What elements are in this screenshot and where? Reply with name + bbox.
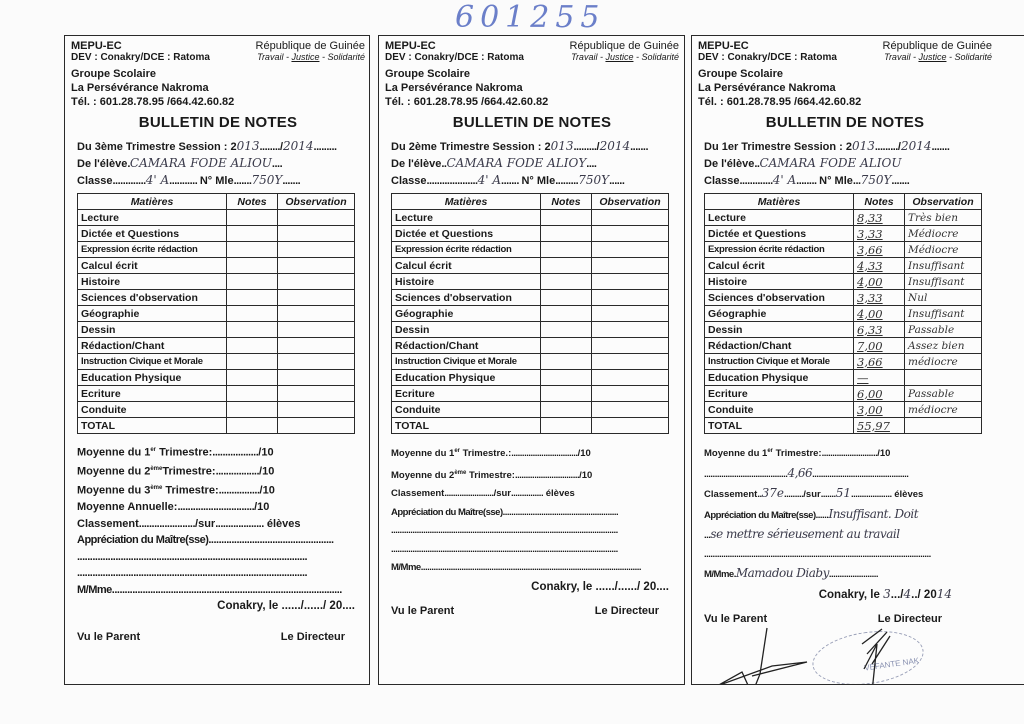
classe-line: Classe....................4' A....... N° Mle.........750Y...... xyxy=(391,173,625,187)
averages-section: Moyenne du 1er Trimestre:................../10 Moyenne du 2èmeTrimestre:................./10 Moyenne du 3ème Trimestre:................/10 Moyenne Annuelle:............................../10 Classement....................../sur................... élèves Appréciation du Maître(sse)................................................. .......................................................................................... .......................................................................................... M/Mme.......................................................................................... Conakry, le ....../....../ 20.... Vu le Parent Le Directeur xyxy=(71,442,365,645)
table-row xyxy=(392,402,669,418)
table-row xyxy=(705,386,982,402)
table-row xyxy=(78,306,355,322)
averages-section: Moyenne du 1er Trimestre:........................../10 .......................................4,66............................................. Classement..37e........./sur.......51................... élèves Appréciation du Maître(sse)......Insuffisant. Doit ...se mettre sérieusement au travail .......................................................................................................... M/Mme.Mamadou Diaby....................... Conakry, le 3.../4../ 2014 Vu le Parent Le Directeur xyxy=(698,442,992,629)
subject-note xyxy=(227,370,278,386)
subject-observation: Nul xyxy=(905,290,982,306)
subject-name: Lecture xyxy=(392,210,541,226)
subject-note xyxy=(541,386,592,402)
table-row xyxy=(78,226,355,242)
table-row xyxy=(705,226,982,242)
republic: République de Guinée xyxy=(255,40,365,52)
subject-observation: Passable xyxy=(905,386,982,402)
subject-observation xyxy=(592,242,669,258)
subject-note xyxy=(227,386,278,402)
subject-note xyxy=(227,210,278,226)
bulletin-title: BULLETIN DE NOTES xyxy=(765,114,925,131)
table-row xyxy=(705,338,982,354)
table-row xyxy=(392,338,669,354)
table-row xyxy=(392,274,669,290)
subject-observation xyxy=(592,258,669,274)
table-row xyxy=(78,338,355,354)
table-row xyxy=(392,306,669,322)
moyenne-value: 4,66 xyxy=(787,465,813,480)
ministry: MEPU-EC xyxy=(71,40,122,52)
table-row xyxy=(392,322,669,338)
subject-name: Education Physique xyxy=(392,370,541,386)
subject-observation: Passable xyxy=(905,322,982,338)
ministry: MEPU-EC xyxy=(698,40,749,52)
subject-note xyxy=(227,402,278,418)
subject-note xyxy=(541,210,592,226)
school-info: Groupe Scolaire La Persévérance Nakroma Tél. : 601.28.78.95 /664.42.60.82 xyxy=(698,68,862,108)
subject-note: 3,33 xyxy=(854,226,905,242)
subject-note xyxy=(541,418,592,434)
teacher-name: Mamadou Diaby xyxy=(735,566,829,581)
subject-note: 4,00 xyxy=(854,306,905,322)
subject-observation xyxy=(592,338,669,354)
subject-name: Expression écrite rédaction xyxy=(705,242,854,258)
subject-observation xyxy=(278,338,355,354)
student-info xyxy=(698,138,992,189)
subject-note xyxy=(541,354,592,370)
subject-observation: Insuffisant xyxy=(905,306,982,322)
notes-table: Matières Notes Observation Lecture Dictée et Questions Expression écrite rédaction Calcul écrit Histoire Sciences d'observation Géographie Dessin Rédaction/Chant Instruction Civique et Morale Education Physique Ecriture Conduite TOTAL xyxy=(391,193,669,434)
table-row xyxy=(705,290,982,306)
ministry: MEPU-EC xyxy=(385,40,436,52)
school-stamp: VEFANTE NAK xyxy=(809,624,927,685)
document-number: 601255 xyxy=(455,0,606,35)
subject-note xyxy=(227,418,278,434)
session-line: Du 1er Trimestre Session : 2013........./2014....... xyxy=(704,139,950,153)
subject-observation xyxy=(278,210,355,226)
subject-name: Dictée et Questions xyxy=(705,226,854,242)
subject-observation xyxy=(592,418,669,434)
table-row xyxy=(705,418,982,434)
subject-observation xyxy=(592,306,669,322)
table-row xyxy=(78,322,355,338)
subject-note xyxy=(227,226,278,242)
table-row xyxy=(78,274,355,290)
subject-name: Instruction Civique et Morale xyxy=(78,354,227,370)
subject-name: Education Physique xyxy=(78,370,227,386)
parent-signature xyxy=(712,626,812,685)
table-row xyxy=(705,402,982,418)
vu-le-parent: Vu le Parent xyxy=(77,630,141,643)
subject-note: — xyxy=(854,370,905,386)
subject-observation xyxy=(278,290,355,306)
subject-name: Ecriture xyxy=(78,386,227,402)
subject-observation xyxy=(592,370,669,386)
rang-value: 37e xyxy=(761,486,784,501)
subject-observation xyxy=(278,322,355,338)
table-row xyxy=(705,322,982,338)
subject-note: 4,00 xyxy=(854,274,905,290)
subject-name: Géographie xyxy=(705,306,854,322)
subject-note: 4,33 xyxy=(854,258,905,274)
eleve-line: De l'élève..CAMARA FODE ALIOY.... xyxy=(391,156,597,170)
table-row xyxy=(78,354,355,370)
subject-observation xyxy=(278,354,355,370)
table-row xyxy=(392,290,669,306)
subject-observation: médiocre xyxy=(905,402,982,418)
table-row xyxy=(78,242,355,258)
subject-note: 7,00 xyxy=(854,338,905,354)
subject-note xyxy=(541,242,592,258)
subject-observation xyxy=(592,402,669,418)
subject-name: Conduite xyxy=(705,402,854,418)
subject-name: Dessin xyxy=(78,322,227,338)
dev-line: DEV : Conakry/DCE : Ratoma xyxy=(385,52,524,63)
table-row xyxy=(705,274,982,290)
table-row xyxy=(78,210,355,226)
subject-observation xyxy=(278,258,355,274)
table-row xyxy=(392,354,669,370)
subject-observation xyxy=(592,226,669,242)
subject-observation xyxy=(278,306,355,322)
table-row xyxy=(705,242,982,258)
table-row xyxy=(78,402,355,418)
subject-name: Rédaction/Chant xyxy=(392,338,541,354)
subject-note xyxy=(227,354,278,370)
appreciation-value-1: Insuffisant. Doit xyxy=(828,506,919,521)
le-directeur: Le Directeur xyxy=(280,630,345,643)
table-row xyxy=(392,210,669,226)
table-row xyxy=(392,258,669,274)
subject-observation xyxy=(592,354,669,370)
subject-observation: médiocre xyxy=(905,354,982,370)
subject-name: Education Physique xyxy=(705,370,854,386)
subject-observation xyxy=(905,418,982,434)
subject-name: Ecriture xyxy=(705,386,854,402)
subject-observation: Assez bien xyxy=(905,338,982,354)
eleve-line: De l'élève..CAMARA FODE ALIOU xyxy=(704,156,902,170)
subject-note xyxy=(227,258,278,274)
notes-table: Matières Notes Observation Lecture 8,33 Très bien Dictée et Questions 3,33 Médiocre Expression écrite rédaction 3,66 Médiocre Calcul écrit 4,33 Insuffisant Histoire 4,00 Insuffisant Sciences d'observation 3,33 Nul Géographie 4,00 Insuffisant Dessin 6,33 Passable Rédaction/Chant 7,00 Assez bien Instruction Civique et Morale 3,66 médiocre Education Physique — Ecriture 6,00 Passable Conduite 3,00 médiocre TOTAL 55,97 xyxy=(704,193,982,434)
subject-note xyxy=(227,338,278,354)
subject-observation xyxy=(905,370,982,386)
table-row xyxy=(705,258,982,274)
subject-observation xyxy=(592,322,669,338)
subject-name: Sciences d'observation xyxy=(78,290,227,306)
subject-name: Calcul écrit xyxy=(392,258,541,274)
subject-observation xyxy=(592,274,669,290)
bulletin-3eme-trimestre xyxy=(64,35,370,685)
subject-observation xyxy=(592,386,669,402)
table-row xyxy=(705,370,982,386)
subject-name: Lecture xyxy=(78,210,227,226)
motto: Travail - Justice - Solidarité xyxy=(884,52,992,62)
effectif-value: 51 xyxy=(835,486,851,501)
table-row xyxy=(78,386,355,402)
subject-note: 6,00 xyxy=(854,386,905,402)
subject-observation: Médiocre xyxy=(905,242,982,258)
subject-note xyxy=(541,274,592,290)
subject-note xyxy=(541,306,592,322)
subject-observation xyxy=(592,210,669,226)
subject-name: Lecture xyxy=(705,210,854,226)
session-line: Du 2ème Trimestre Session : 2013........./2014....... xyxy=(391,139,649,153)
classe-line: Classe.............4' A........... N° Mle.......750Y....... xyxy=(77,173,301,187)
table-row xyxy=(78,258,355,274)
table-row xyxy=(78,418,355,434)
subject-name: Dictée et Questions xyxy=(78,226,227,242)
subject-observation xyxy=(278,402,355,418)
subject-observation: Très bien xyxy=(905,210,982,226)
subject-note xyxy=(541,402,592,418)
table-row xyxy=(392,418,669,434)
classe-line: Classe.............4' A........ N° Mle...750Y....... xyxy=(704,173,910,187)
subject-note xyxy=(541,226,592,242)
subject-name: Histoire xyxy=(392,274,541,290)
student-info xyxy=(71,138,365,189)
subject-note: 3,66 xyxy=(854,242,905,258)
table-row xyxy=(705,306,982,322)
table-row xyxy=(392,370,669,386)
subject-note xyxy=(541,258,592,274)
averages-section: Moyenne du 1er Trimestre.:.............................../10 Moyenne du 2ème Trimestre:............................../10 Classement......................./sur............... élèves Appréciation du Maître(sse)...................................................... .......................................................................................................... .......................................................................................................... M/Mme....................................................................................................... Conakry, le ....../....../ 20.... Vu le Parent Le Directeur xyxy=(385,442,679,621)
subject-note xyxy=(541,370,592,386)
eleve-line: De l'élève.CAMARA FODE ALIOU.... xyxy=(77,156,283,170)
subject-name: Ecriture xyxy=(392,386,541,402)
subject-note xyxy=(227,242,278,258)
subject-name: TOTAL xyxy=(78,418,227,434)
subject-name: Expression écrite rédaction xyxy=(78,242,227,258)
table-row xyxy=(392,226,669,242)
notes-table: Matières Notes Observation Lecture Dictée et Questions Expression écrite rédaction Calcul écrit Histoire Sciences d'observation Géographie Dessin Rédaction/Chant Instruction Civique et Morale Education Physique Ecriture Conduite TOTAL xyxy=(77,193,355,434)
table-row xyxy=(392,242,669,258)
republic: République de Guinée xyxy=(882,40,992,52)
subject-note: 3,33 xyxy=(854,290,905,306)
school-info: Groupe Scolaire La Persévérance Nakroma Tél. : 601.28.78.95 /664.42.60.82 xyxy=(385,68,549,108)
subject-observation: Médiocre xyxy=(905,226,982,242)
subject-observation xyxy=(278,418,355,434)
subject-note xyxy=(541,338,592,354)
subject-name: TOTAL xyxy=(705,418,854,434)
bulletin-title: BULLETIN DE NOTES xyxy=(138,114,298,131)
student-info xyxy=(385,138,679,189)
subject-observation xyxy=(278,386,355,402)
subject-observation xyxy=(278,370,355,386)
school-info: Groupe Scolaire La Persévérance Nakroma Tél. : 601.28.78.95 /664.42.60.82 xyxy=(71,68,235,108)
vu-le-parent: Vu le Parent xyxy=(391,605,455,618)
subject-note: 3,00 xyxy=(854,402,905,418)
subject-name: Dessin xyxy=(392,322,541,338)
le-directeur: Le Directeur xyxy=(594,605,659,618)
subject-note: 8,33 xyxy=(854,210,905,226)
subject-observation xyxy=(278,226,355,242)
subject-name: Instruction Civique et Morale xyxy=(705,354,854,370)
table-row xyxy=(392,386,669,402)
subject-observation: Insuffisant xyxy=(905,274,982,290)
subject-name: Rédaction/Chant xyxy=(705,338,854,354)
subject-note: 3,66 xyxy=(854,354,905,370)
subject-name: Calcul écrit xyxy=(705,258,854,274)
subject-name: Conduite xyxy=(78,402,227,418)
subject-name: Sciences d'observation xyxy=(392,290,541,306)
subject-note: 55,97 xyxy=(854,418,905,434)
subject-observation xyxy=(278,242,355,258)
subject-note xyxy=(227,290,278,306)
subject-name: Histoire xyxy=(78,274,227,290)
subject-name: Instruction Civique et Morale xyxy=(392,354,541,370)
subject-observation: Insuffisant xyxy=(905,258,982,274)
table-row xyxy=(705,354,982,370)
subject-note xyxy=(227,322,278,338)
bulletin-title: BULLETIN DE NOTES xyxy=(452,114,612,131)
subject-name: Géographie xyxy=(78,306,227,322)
subject-note: 6,33 xyxy=(854,322,905,338)
subject-name: Géographie xyxy=(392,306,541,322)
table-row xyxy=(78,370,355,386)
subject-note xyxy=(227,306,278,322)
subject-observation xyxy=(278,274,355,290)
subject-note xyxy=(227,274,278,290)
subject-name: Sciences d'observation xyxy=(705,290,854,306)
session-line: Du 3ème Trimestre Session : 2013......../2014......... xyxy=(77,139,337,153)
appreciation-value-2: se mettre sérieusement au travail xyxy=(710,527,900,542)
subject-name: TOTAL xyxy=(392,418,541,434)
subject-name: Conduite xyxy=(392,402,541,418)
vu-le-parent: Vu le Parent xyxy=(704,613,768,626)
bulletin-2eme-trimestre xyxy=(378,35,685,685)
republic: République de Guinée xyxy=(569,40,679,52)
director-signature xyxy=(842,624,902,685)
le-directeur: Le Directeur xyxy=(877,613,942,626)
bulletin-1er-trimestre xyxy=(691,35,1024,685)
subject-note xyxy=(541,290,592,306)
subject-name: Rédaction/Chant xyxy=(78,338,227,354)
motto: Travail - Justice - Solidarité xyxy=(571,52,679,62)
subject-name: Dictée et Questions xyxy=(392,226,541,242)
subject-note xyxy=(541,322,592,338)
motto: Travail - Justice - Solidarité xyxy=(257,52,365,62)
table-row xyxy=(705,210,982,226)
dev-line: DEV : Conakry/DCE : Ratoma xyxy=(71,52,210,63)
subject-observation xyxy=(592,290,669,306)
subject-name: Expression écrite rédaction xyxy=(392,242,541,258)
dev-line: DEV : Conakry/DCE : Ratoma xyxy=(698,52,837,63)
subject-name: Dessin xyxy=(705,322,854,338)
subject-name: Calcul écrit xyxy=(78,258,227,274)
table-row xyxy=(78,290,355,306)
subject-name: Histoire xyxy=(705,274,854,290)
